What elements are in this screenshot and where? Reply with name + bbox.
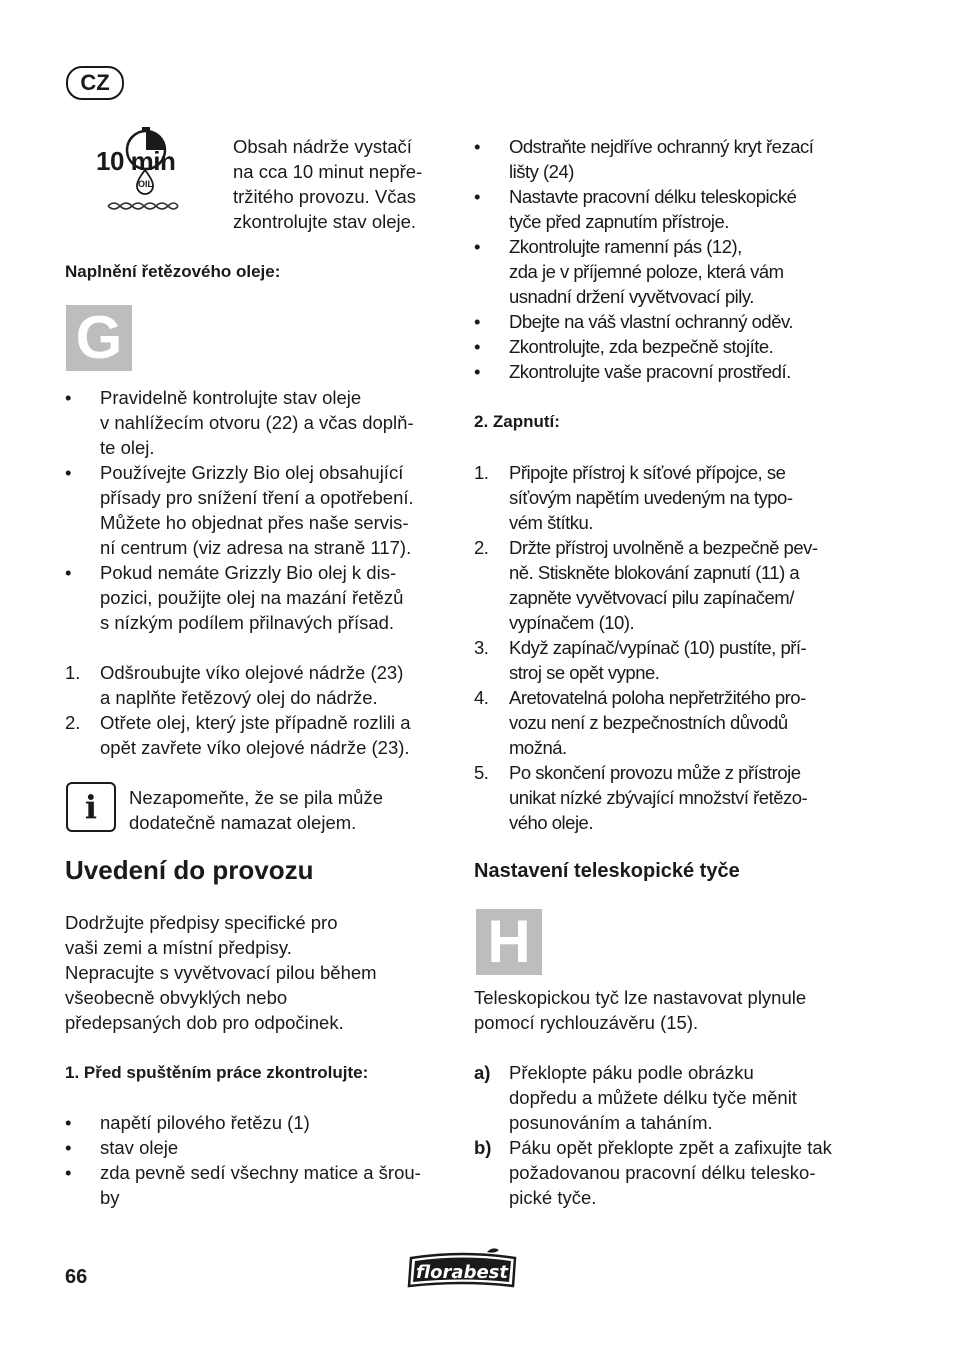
list-item: • zda pevně sedí všechny matice a šrou- by [65, 1162, 421, 1208]
check-heading: 1. Před spuštěním práce zkontrolujte: [65, 1063, 369, 1082]
switch-on-steps [474, 460, 874, 835]
list-item: • Používejte Grizzly Bio olej obsahující přísady pro snížení tření a opotřebení. Můžete ho objednat přes naše servis- ní centrum (viz adresa na straně 117). [65, 462, 414, 558]
list-item: 1. Odšroubujte víko olejové nádrže (23) a naplňte řetězový olej do nádrže. [65, 662, 404, 708]
oil-steps-list [65, 660, 455, 760]
list-item: • Pravidelně kontrolujte stav oleje v nahlížecím otvoru (22) a včas doplň- te olej. [65, 387, 414, 458]
info-note: Nezapomeňte, že se pila může dodatečně namazat olejem. [129, 787, 383, 833]
list-item: • Odstraňte nejdříve ochranný kryt řezací lišty (24) [474, 136, 814, 182]
telescopic-intro: Teleskopickou tyč lze nastavovat plynule pomocí rychlouzávěru (15). [474, 987, 807, 1033]
section-title-startup: Uvedení do provozu [65, 855, 314, 885]
list-item: • napětí pilového řetězu (1) [65, 1112, 310, 1133]
florabest-logo [407, 1246, 519, 1295]
list-item: • Nastavte pracovní délku teleskopické tyče před zapnutím přístroje. [474, 186, 797, 232]
switch-on-heading: 2. Zapnutí: [474, 412, 560, 431]
telescopic-steps [474, 1060, 874, 1210]
list-item: 5. Po skončení provozu může z přístroje unikat nízké zbývající množství řetězo- vého oleje. [474, 762, 808, 833]
list-item: 3. Když zapínač/vypínač (10) pustíte, pří- stroj se opět vypne. [474, 637, 807, 683]
list-item: • Dbejte na váš vlastní ochranný oděv. [474, 311, 793, 332]
list-item: 2. Otřete olej, který jste případně rozlili a opět zavřete víko olejové nádrže (23). [65, 712, 411, 758]
check-list [65, 1110, 455, 1210]
info-icon: i [66, 782, 116, 832]
tank-capacity-text: Obsah nádrže vystačí na cca 10 minut nepře- tržitého provozu. Včas zkontrolujte stav oleje. [233, 136, 423, 232]
oil-timer-icon [96, 124, 192, 216]
list-item: • Zkontrolujte, zda bezpečně stojíte. [474, 336, 774, 357]
list-item: a) Překlopte páku podle obrázku dopředu a můžete délku tyče měnit posunováním a taháním. [474, 1062, 797, 1133]
logo-text: florabest [416, 1262, 508, 1283]
figure-h-label: H [476, 909, 542, 975]
list-item: • Zkontrolujte ramenní pás (12), zda je v příjemné poloze, která vám usnadní držení vyvětvovací pily. [474, 236, 784, 307]
preparation-bullet-list [474, 134, 874, 384]
language-badge: CZ [66, 66, 124, 100]
figure-g-label: G [66, 305, 132, 371]
section-title-telescopic: Nastavení teleskopické tyče [474, 860, 740, 882]
oil-filling-heading: Naplnění řetězového oleje: [65, 262, 281, 281]
page-number: 66 [65, 1266, 88, 1288]
list-item: 4. Aretovatelná poloha nepřetržitého pro- vozu není z bezpečnostních důvodů možná. [474, 687, 806, 758]
oil-bullet-list [65, 385, 455, 635]
list-item: • Zkontrolujte vaše pracovní prostředí. [474, 361, 791, 382]
list-item: b) Páku opět překlopte zpět a zafixujte tak požadovanou pracovní délku telesko- pické tyče. [474, 1137, 832, 1208]
list-item: • Pokud nemáte Grizzly Bio olej k dis- pozici, použijte olej na mazání řetězů s nízkým podílem přilnavých přísad. [65, 562, 404, 633]
oil-label: OIL [138, 179, 153, 189]
list-item: • stav oleje [65, 1137, 179, 1158]
startup-intro: Dodržujte předpisy specifické pro vaši zemi a místní předpisy. Nepracujte s vyvětvovací pilou během všeobecně obvyklých nebo předepsaných dob pro odpočinek. [65, 912, 377, 1033]
list-item: 1. Připojte přístroj k síťové přípojce, se síťovým napětím uvedeným na typo- vém štítku. [474, 462, 793, 533]
list-item: 2. Držte přístroj uvolněně a bezpečně pev- ně. Stiskněte blokování zapnutí (11) a zapněte vyvětvovací pilu zapínačem/ vypínačem (10). [474, 537, 818, 633]
timer-label: 10 min [96, 146, 176, 176]
